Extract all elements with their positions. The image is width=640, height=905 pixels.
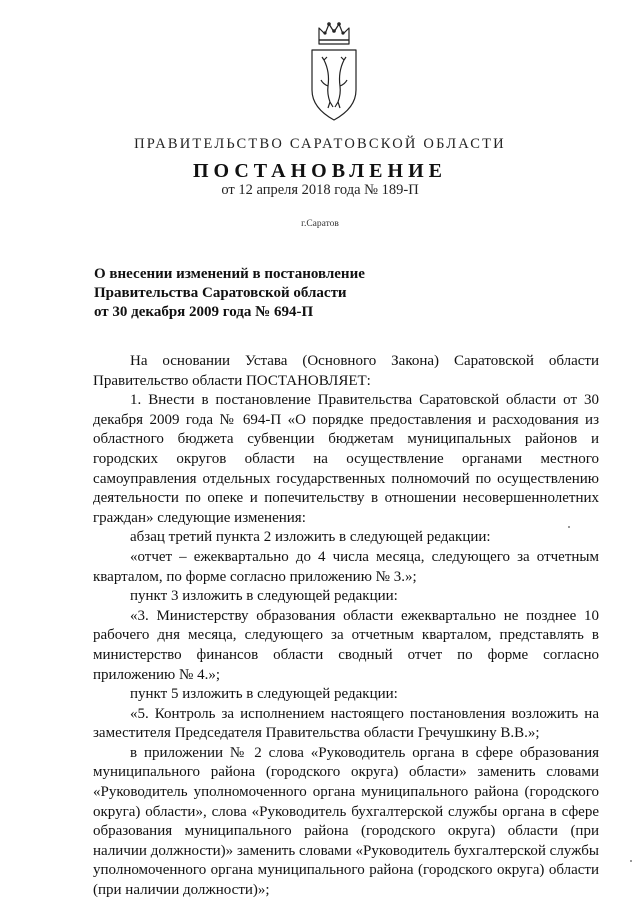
- subject-line: Правительства Саратовской области: [94, 285, 347, 301]
- document-city: г.Саратов: [301, 219, 339, 229]
- government-title: ПРАВИТЕЛЬСТВО САРАТОВСКОЙ ОБЛАСТИ: [134, 136, 506, 152]
- document-body: [93, 352, 599, 901]
- body-paragraph: абзац третий пункта 2 изложить в следующей редакции:: [130, 529, 491, 546]
- body-paragraph: пункт 5 изложить в следующей редакции:: [130, 686, 398, 703]
- body-paragraph: в приложении № 2 слова «Руководитель органа в сфере образования муниципального района (городского округа) области» заменить словами «Руководитель уполномоченного органа муниципального района (городского округа) области», слова «Руководитель бухгалтерской службы органа в сфере образования муниципального района (городского округа) области (при наличии должности)» заменить словами «Руководитель бухгалтерской службы уполномоченного органа муниципального района (городского округа) области (при наличии должности)»;: [93, 744, 599, 899]
- subject-line: О внесении изменений в постановление: [94, 266, 365, 282]
- scan-speck: [568, 526, 570, 528]
- document-type-title: ПОСТАНОВЛЕНИЕ: [193, 160, 447, 182]
- scan-speck: [630, 860, 632, 862]
- document-subject: [94, 265, 494, 322]
- body-paragraph: «3. Министерству образования области ежеквартально не позднее 10 рабочего дня месяца, следующего за отчетным кварталом, представлять в министерство финансов области сводный отчет по форме согласно приложению № 4.»;: [93, 607, 599, 683]
- body-paragraph: «5. Контроль за исполнением настоящего постановления возложить на заместителя Председателя Правительства области Гречушкину В.В.»;: [93, 705, 599, 742]
- document-date-number: от 12 апреля 2018 года № 189-П: [221, 182, 419, 198]
- body-paragraph: На основании Устава (Основного Закона) Саратовской области Правительство области ПОСТАНОВЛЯЕТ:: [93, 353, 599, 389]
- saratov-coat-of-arms-icon: [306, 20, 362, 124]
- body-paragraph: «отчет – ежеквартально до 4 числа месяца, следующего за отчетным кварталом, по форме согласно приложению № 3.»;: [93, 548, 599, 585]
- body-paragraph: 1. Внести в постановление Правительства Саратовской области от 30 декабря 2009 года № 694-П «О порядке предоставления и расходования из областного бюджета субвенции бюджетам муниципальных районов и городских округов области на осуществление органами местного самоуправления отдельных государственных полномочий по осуществлению деятельности по опеке и попечительству в отношении несовершеннолетних граждан» следующие изменения:: [93, 392, 599, 526]
- subject-line: от 30 декабря 2009 года № 694-П: [94, 304, 314, 320]
- body-paragraph: пункт 3 изложить в следующей редакции:: [130, 588, 398, 605]
